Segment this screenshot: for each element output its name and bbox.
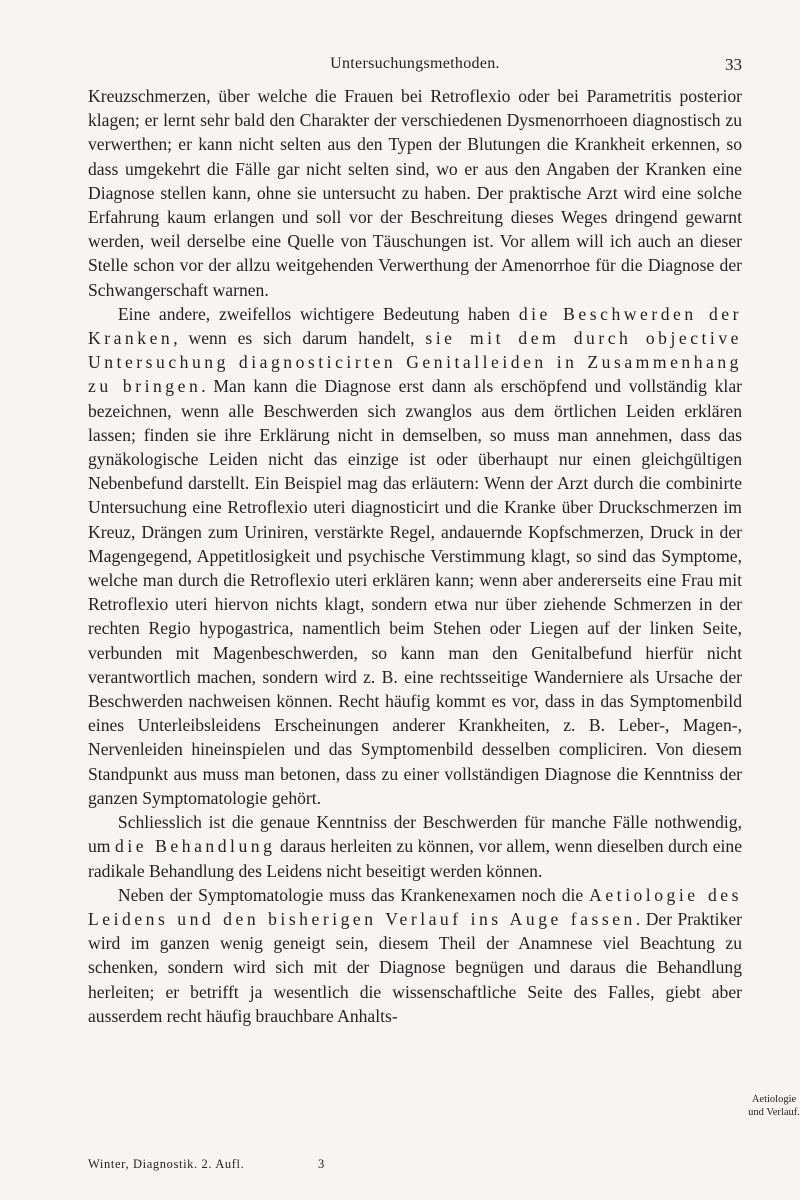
text-run: Schliesslich ist die genaue Kenntniss der Beschwerden für manche Fälle nothwendig, um	[88, 812, 742, 857]
emphasis: die Behandlung	[115, 836, 276, 857]
emphasis: sie mit dem durch objective Untersuchung diagnosticirten Genitalleiden in Zusammenhang zu bringen	[88, 328, 742, 397]
running-title: Untersuchungsmethoden.	[330, 55, 500, 72]
paragraph	[88, 883, 742, 1028]
margin-note: Aetiologie und Verlauf.	[748, 1094, 800, 1118]
printer-signature: Winter, Diagnostik. 2. Aufl.	[88, 1157, 245, 1171]
paragraph	[88, 810, 742, 883]
text-run: Neben der Symptomatologie muss das Krankenexamen noch die	[117, 884, 590, 905]
paragraph: Kreuzschmerzen, über welche die Frauen bei Retroflexio oder bei Parametritis posterior klagen; er lernt sehr bald den Charakter der verschiedenen Dysmenorrhoeen diagnostisch zu verwerthen; er kann nicht selten aus den Typen der Blutungen die Krankheit erkennen, so dass umgekehrt die Fälle gar nicht selten sind, wo er aus den Angaben der Kranken eine Diagnose stellen kann, ohne sie untersucht zu haben. Der praktische Arzt wird eine solche Erfahrung kaum erlangen und soll vor der Beschreitung dieses Weges dringend gewarnt werden, weil derselbe eine Quelle von Täuschungen ist. Vor allem will ich auch an dieser Stelle schon vor der allzu weitgehenden Verwerthung der Amenorrhoe für die Diagnose der Schwangerschaft warnen.	[88, 86, 742, 300]
signature-mark: 3	[318, 1157, 325, 1171]
body-text	[88, 84, 742, 1028]
paragraph	[88, 302, 742, 810]
text-run: . Der Praktiker wird im ganzen wenig geneigt sein, diesem Theil der Anamnese viel Beachtung zu schenken, sondern wird sich mit der Diagnose begnügen und daraus die Behandlung herleiten; er betrifft ja wesentlich die wissenschaftliche Seite des Falles, giebt aber ausserdem recht häufig brauchbare Anhalts-	[88, 908, 742, 1026]
text-run: daraus herleiten zu können, vor allem, wenn dieselben durch eine radikale Behandlung des Leidens nicht beseitigt werden können.	[88, 836, 742, 881]
text-run: , wenn es sich darum handelt,	[173, 328, 426, 349]
text-run: Eine andere, zweifellos wichtigere Bedeutung haben	[117, 303, 519, 324]
emphasis: Aetiologie des Leidens und den bisherigen Verlauf ins Auge fassen	[88, 884, 742, 929]
text-run: . Man kann die Diagnose erst dann als erschöpfend und vollständig klar bezeichnen, wenn alle Beschwerden sich zwanglos aus dem örtlichen Leiden erklären lassen; finden sie ihre Erklärung nicht in demselben, so muss man annehmen, dass das gynäkologische Leiden nicht das einzige ist oder überhaupt nur einen gleichgültigen Nebenbefund darstellt. Ein Beispiel mag das erläutern: Wenn der Arzt durch die combinirte Untersuchung eine Retroflexio uteri diagnosticirt und die Kranke über Druckschmerzen im Kreuz, Drängen zum Uriniren, verstärkte Regel, andauernde Kopfschmerzen, Druck in der Magengegend, Appetitlosigkeit und psychische Verstimmung klagt, so sind das Symptome, welche man durch die Retroflexio uteri erklären kann; wenn aber andererseits eine Frau mit Retroflexio uteri hiervon nichts klagt, sondern etwa nur über ziehende Schmerzen in der rechten Regio hypogastrica, namentlich beim Stehen oder Liegen auf der linken Seite, verbunden mit Magenbeschwerden, so kann man den Genitalbefund hierfür nicht verantwortlich machen, sondern wird z. B. eine rechtsseitige Wanderniere als Ursache der Beschwerden nachweisen können. Recht häufig kommt es vor, dass in das Symptomenbild eines Unterleibsleidens Erscheinungen anderer Krankheiten, z. B. Leber-, Magen-, Nervenleiden hineinspielen und das Symptomenbild desselben compliciren. Von diesem Standpunkt aus muss man betonen, dass zu einer vollständigen Diagnose die Kenntniss der ganzen Symptomatologie gehört.	[88, 376, 742, 808]
page-footer	[88, 1157, 742, 1172]
page-header	[88, 55, 742, 79]
emphasis: die Beschwerden der Kranken	[88, 303, 742, 349]
page-number: 33	[725, 55, 742, 74]
